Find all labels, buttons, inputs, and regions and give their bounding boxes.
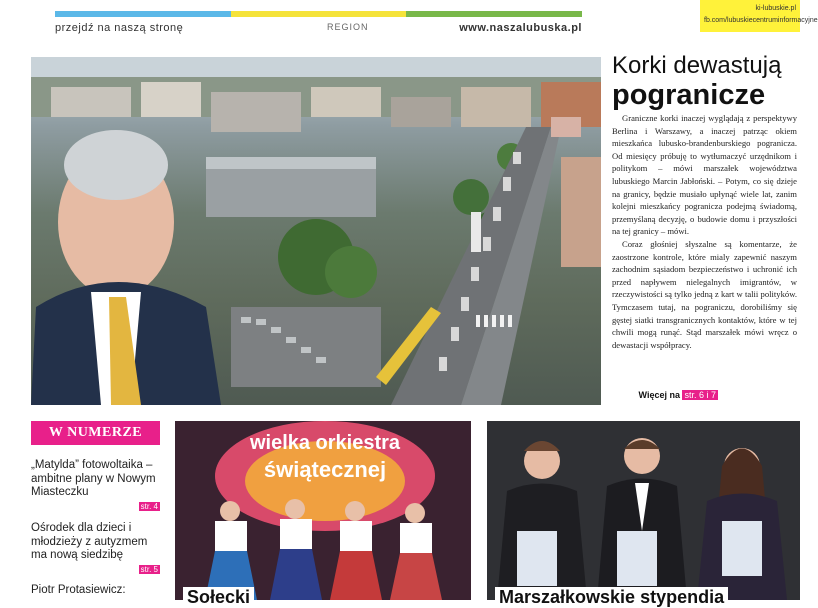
read-more[interactable]	[612, 390, 718, 400]
article-paragraph: Coraz głośniej słyszalne są komentarze, że zaostrzone kontrole, które mialy zapewnić naszym zachodnim sąsiadom bezpieczeństwo i uchronić ich przed napływem nielegalnych imigrantów, w rzeczywistości są tylko jedną z kart w talii polityków. Tymczasem tutaj, na pograniczu, dorobiliśmy się gęstej siatki transgranicznych kontaktów, które w tej chwili mogą runąć. Stąd marszałek mówi wręcz o dewastacji współpracy.	[612, 238, 797, 350]
section-label: REGION	[327, 22, 369, 32]
issue-item[interactable]	[31, 584, 160, 598]
aerial-city-photo	[31, 57, 601, 405]
scholarship-photo	[487, 421, 800, 607]
article-body	[612, 112, 797, 351]
headline-line-2: pogranicze	[612, 79, 766, 111]
banner-line-2: świątecznej	[263, 457, 387, 482]
stripe-yellow	[231, 11, 407, 17]
page-reference: str. 6 i 7	[684, 390, 716, 400]
students-photo	[487, 421, 800, 600]
article-paragraph: Graniczne korki inaczej wyglądają z perspektywy Berlina i Warszawy, a inaczej patrząc okiem mieszkańca lubusko-brandenburskiego pogranicza. Od miesięcy próbuję to wytłumaczyć urzędnikom i politykom – mówi marszałek województwa lubuskiego Marcin Jabłoński. – Potym, co się dzieje na granicy, będzie musiało upłynąć wiele lat, zanim kolejni mieszkańcy pogranicza podejmą świadomą, przemyślaną decyzję, o budowie domu i przyszłości na tej granicy – mówi.	[612, 113, 797, 237]
headline[interactable]	[612, 52, 797, 110]
issue-item-text: Ośrodek dla dzieci i młodzieży z autyzmem ma nową siedzibę	[31, 522, 148, 561]
banner-line-1: wielka orkiestra	[249, 432, 401, 454]
website-promo[interactable]: przejdź na naszą stronę	[55, 22, 184, 34]
photo-caption-left[interactable]: Sołecki	[183, 587, 254, 608]
issue-item-page: str. 5	[140, 564, 158, 574]
top-nav	[55, 22, 582, 38]
stripe-green	[406, 11, 582, 17]
website-url[interactable]: www.naszalubuska.pl	[459, 22, 582, 34]
orchestra-photo	[175, 421, 471, 607]
issue-item-text: Piotr Protasiewicz:	[31, 584, 126, 596]
read-more-label: Więcej na	[638, 390, 680, 400]
photo-caption-right[interactable]: Marszałkowskie stypendia	[495, 587, 728, 608]
color-stripe	[55, 11, 582, 17]
in-this-issue-heading: W NUMERZE	[31, 421, 160, 445]
hero-photo	[31, 57, 601, 405]
issue-item[interactable]	[31, 459, 160, 513]
corner-line-1[interactable]: ki-lubuskie.pl	[755, 5, 796, 12]
folk-dancers-photo	[175, 421, 471, 600]
issue-item-text: „Matylda” fotowoltaika – ambitne plany w Nowym Miasteczku	[31, 459, 156, 498]
corner-info-box	[700, 0, 818, 32]
stripe-blue	[55, 11, 231, 17]
corner-line-2[interactable]: fb.com/lubuskiecentruminformacyjne	[704, 17, 818, 24]
headline-line-1: Korki dewastują	[612, 52, 782, 79]
issue-item-page: str. 4	[140, 501, 158, 511]
issue-item[interactable]	[31, 522, 160, 576]
